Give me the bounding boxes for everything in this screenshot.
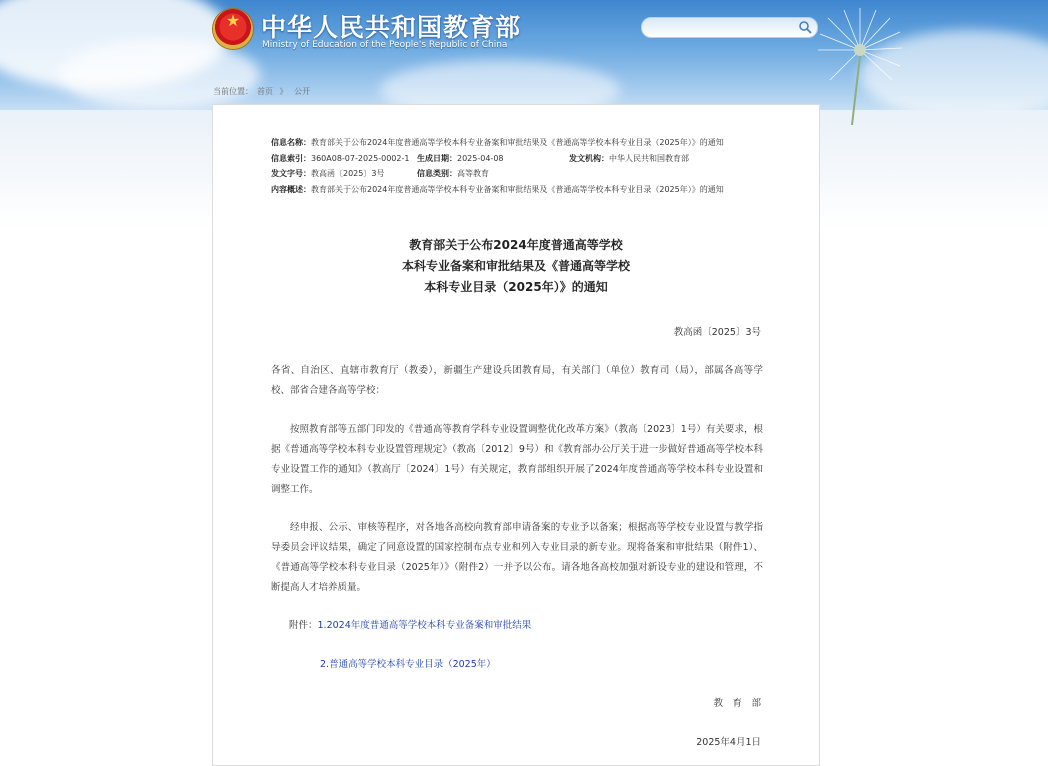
title-line: 本科专业备案和审批结果及《普通高等学校 — [401, 259, 630, 273]
paragraph-1: 按照教育部等五部门印发的《普通高等教育学科专业设置调整优化改革方案》（教高〔2023〕1号）有关要求，根据《普通高等学校本科专业设置管理规定》（教高〔2012〕9号）和《教育部办公厅关于进一步做好普通高等学校本科专业设置工作的通知》（教高厅〔2024〕1号）有关规定，教育部组织开展了2024年度普通高等学校本科专业设置和调整工作。 — [271, 424, 763, 495]
attachment-2 — [320, 656, 496, 670]
document-number: 教高函〔2025〕3号 — [673, 327, 761, 338]
meta-index-value: 360A08-07-2025-0002-1 — [311, 153, 410, 163]
issue-date: 2025年4月1日 — [696, 737, 761, 748]
signer: 教 育 部 — [713, 698, 761, 709]
meta-summary-label: 内容概述： — [271, 184, 311, 194]
meta-date-value: 2025-04-08 — [457, 153, 504, 163]
breadcrumb-separator: 》 — [279, 87, 288, 96]
search-input[interactable] — [650, 21, 804, 40]
paragraph-2: 经申报、公示、审核等程序，对各地各高校向教育部申请备案的专业予以备案；根据高等学校专业设置与教学指导委员会评议结果，确定了同意设置的国家控制布点专业和列入专业目录的新专业。现将备案和审批结果（附件1）、《普通高等学校本科专业目录（2025年）》（附件2）一并予以公布。请各地各高校加强对新设专业的建设和管理，不断提高人才培养质量。 — [271, 522, 763, 593]
addressee: 各省、自治区、直辖市教育厅（教委），新疆生产建设兵团教育局，有关部门（单位）教育司（局），部属各高等学校、部省合建各高等学校： — [271, 365, 763, 396]
site-subtitle: Ministry of Education of the People's Republic of China — [262, 40, 508, 50]
search-box[interactable] — [641, 17, 818, 38]
meta-name-label: 信息名称： — [271, 138, 311, 147]
title-line: 本科专业目录（2025年）》的通知 — [424, 280, 608, 294]
meta-org-label: 发文机构： — [569, 153, 609, 163]
breadcrumb-current[interactable]: 公开 — [294, 87, 311, 96]
metadata-table — [271, 135, 771, 197]
meta-index-label: 信息索引： — [271, 153, 311, 163]
meta-org-value: 中华人民共和国教育部 — [609, 153, 689, 163]
meta-date-label: 生成日期： — [417, 153, 457, 163]
attachment-1-link[interactable]: 1.2024年度普通高等学校本科专业备案和审批结果 — [317, 620, 532, 631]
document-panel — [212, 104, 820, 766]
attachment-label: 附件： — [289, 620, 318, 631]
attachment-2-link[interactable]: 2.普通高等学校本科专业目录（2025年） — [320, 659, 496, 670]
title-line: 教育部关于公布2024年度普通高等学校 — [409, 238, 623, 252]
meta-docno-label: 发文字号： — [271, 169, 311, 178]
breadcrumb-home[interactable]: 首页 — [257, 87, 273, 96]
cloud-decoration — [60, 40, 260, 110]
meta-name-value: 教育部关于公布2024年度普通高等学校本科专业备案和审批结果及《普通高等学校本科专业目录（2025年）》的通知 — [311, 138, 724, 147]
site-title[interactable]: 中华人民共和国教育部 — [261, 13, 522, 42]
meta-category-value: 高等教育 — [457, 169, 489, 178]
breadcrumb — [213, 86, 314, 97]
search-icon[interactable] — [798, 20, 813, 35]
attachment-1 — [289, 617, 531, 631]
meta-summary-value: 教育部关于公布2024年度普通高等学校本科专业备案和审批结果及《普通高等学校本科专业目录（2025年）》的通知 — [311, 184, 724, 194]
meta-docno-value: 教高函〔2025〕3号 — [311, 169, 385, 178]
document-title — [213, 235, 819, 298]
national-emblem-icon — [213, 9, 253, 49]
breadcrumb-label: 当前位置： — [213, 87, 253, 96]
meta-category-label: 信息类别： — [417, 169, 457, 178]
